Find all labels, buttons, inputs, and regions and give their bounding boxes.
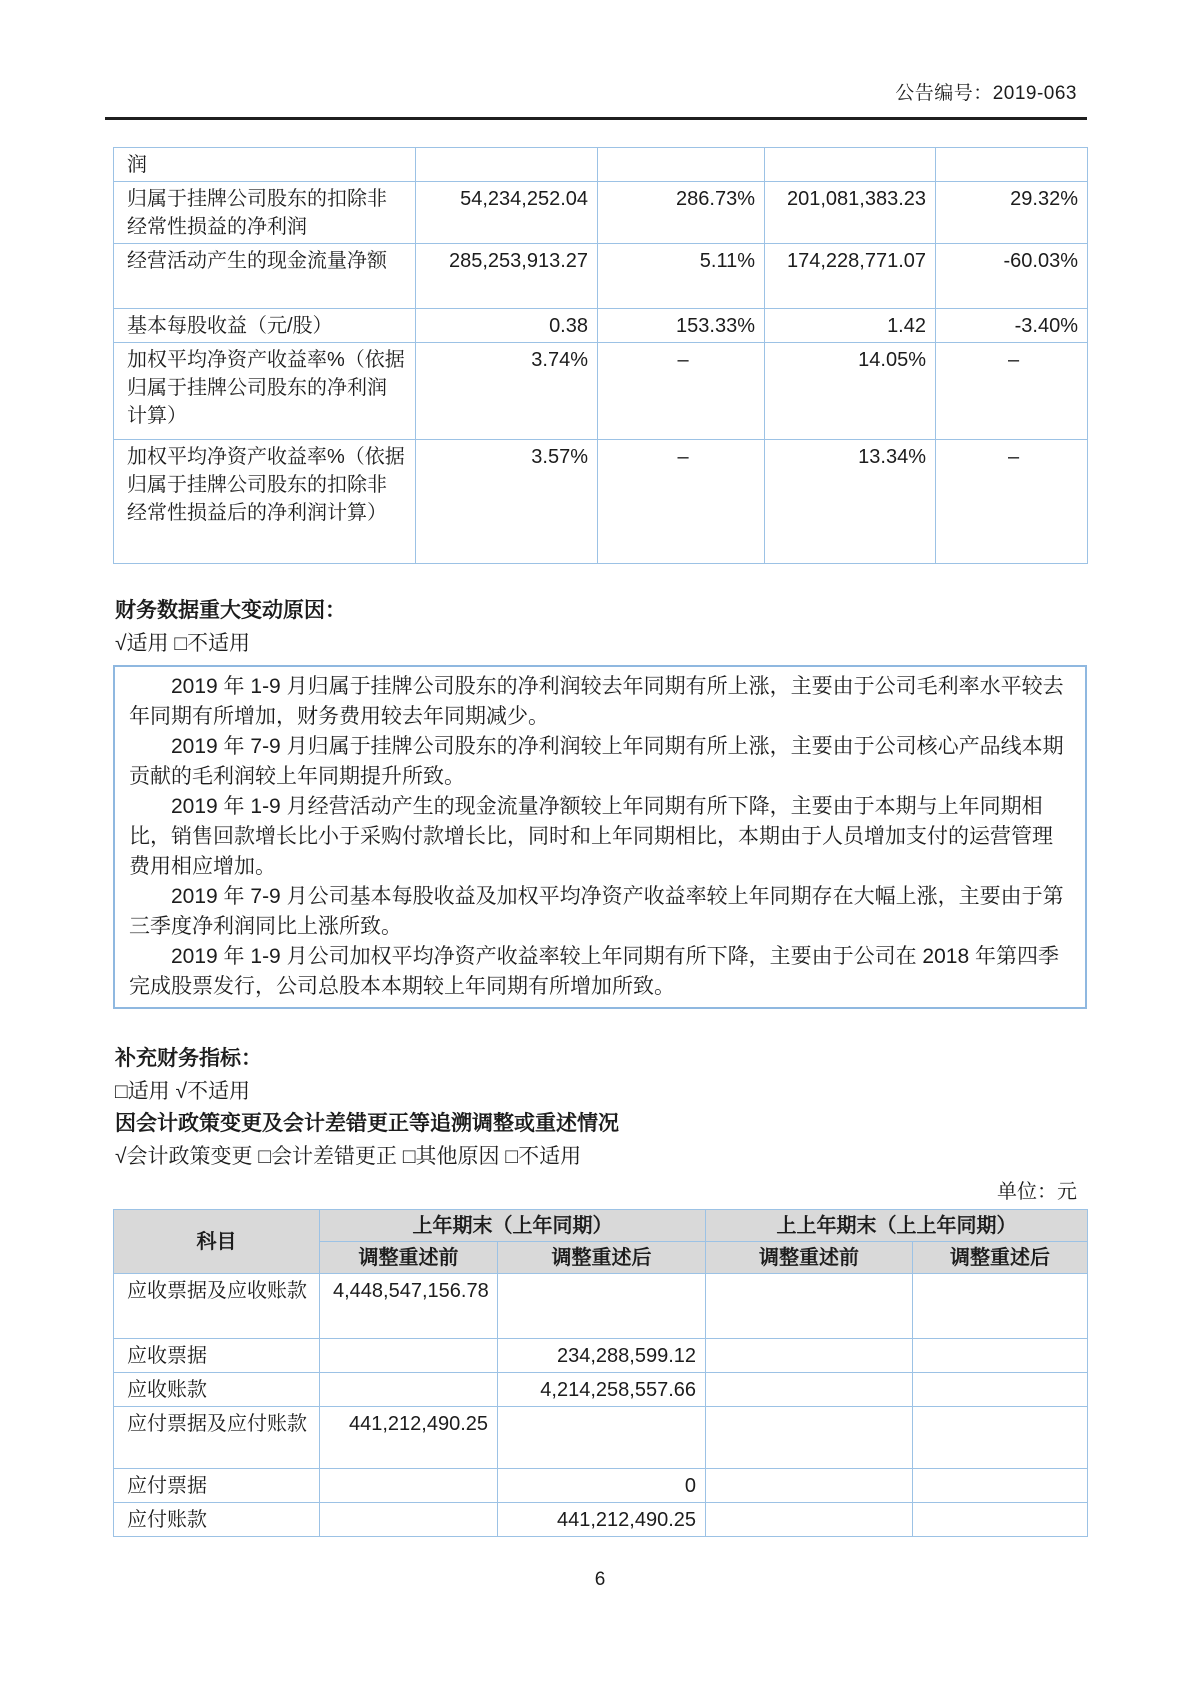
- row-label: 应付账款: [114, 1503, 320, 1537]
- column-header-before-adjust: 调整重述前: [320, 1242, 498, 1274]
- cell-value: [498, 1407, 706, 1469]
- cell-value: 5.11%: [598, 244, 765, 309]
- cell-value: [765, 148, 936, 182]
- cell-value: 14.05%: [765, 343, 936, 440]
- row-label: 润: [114, 148, 416, 182]
- table-row: [114, 244, 1088, 309]
- cell-value: [913, 1339, 1088, 1373]
- cell-value: [320, 1373, 498, 1407]
- cell-value: 54,234,252.04: [416, 182, 598, 244]
- cell-value: 285,253,913.27: [416, 244, 598, 309]
- column-header-after-adjust: 调整重述后: [498, 1242, 706, 1274]
- row-label: 经营活动产生的现金流量净额: [114, 244, 416, 309]
- row-label: 加权平均净资产收益率%（依据归属于挂牌公司股东的净利润计算）: [114, 343, 416, 440]
- row-label: 归属于挂牌公司股东的扣除非经常性损益的净利润: [114, 182, 416, 244]
- column-header-subject: 科目: [114, 1210, 320, 1274]
- cell-value: [706, 1503, 913, 1537]
- column-header-before-adjust: 调整重述前: [706, 1242, 913, 1274]
- note-paragraph: 2019 年 7-9 月公司基本每股收益及加权平均净资产收益率较上年同期存在大幅上涨，主要由于第三季度净利润同比上涨所致。: [129, 885, 1064, 938]
- note-paragraph: 2019 年 7-9 月归属于挂牌公司股东的净利润较上年同期有所上涨，主要由于公司核心产品线本期贡献的毛利润较上年同期提升所致。: [129, 735, 1064, 788]
- table-row: [114, 1274, 1088, 1339]
- note-paragraph: 2019 年 1-9 月公司加权平均净资产收益率较上年同期有所下降，主要由于公司在 2018 年第四季完成股票发行，公司总股本本期较上年同期有所增加所致。: [129, 945, 1059, 998]
- notes-box: [113, 665, 1087, 1009]
- cell-value: [498, 1274, 706, 1339]
- cell-value: 234,288,599.12: [498, 1339, 706, 1373]
- column-group-prior-period: 上年期末（上年同期）: [320, 1210, 706, 1242]
- table-row: [114, 309, 1088, 343]
- cell-value: –: [598, 343, 765, 440]
- restatement-table: [113, 1209, 1088, 1537]
- doc-number: 公告编号：2019-063: [895, 83, 1077, 104]
- cell-value: [913, 1373, 1088, 1407]
- table-row: [114, 440, 1088, 564]
- cell-value: [913, 1503, 1088, 1537]
- section-subheading-restatement: 因会计政策变更及会计差错更正等追溯调整或重述情况: [115, 1112, 619, 1135]
- cell-value: [706, 1339, 913, 1373]
- note-paragraph: 2019 年 1-9 月归属于挂牌公司股东的净利润较去年同期有所上涨，主要由于公司毛利率水平较去年同期有所增加，财务费用较去年同期减少。: [129, 675, 1064, 728]
- cell-value: [706, 1274, 913, 1339]
- cell-value: [598, 148, 765, 182]
- restatement-options-checkline: √会计政策变更 □会计差错更正 □其他原因 □不适用: [115, 1145, 582, 1168]
- cell-value: 1.42: [765, 309, 936, 343]
- cell-value: 0: [498, 1469, 706, 1503]
- row-label: 加权平均净资产收益率%（依据归属于挂牌公司股东的扣除非经常性损益后的净利润计算）: [114, 440, 416, 564]
- key-financials-table: [113, 147, 1088, 564]
- row-label: 基本每股收益（元/股）: [114, 309, 416, 343]
- row-label: 应付票据及应付账款: [114, 1407, 320, 1469]
- cell-value: –: [936, 343, 1088, 440]
- cell-value: [320, 1469, 498, 1503]
- column-group-prior-prior-period: 上上年期末（上上年同期）: [706, 1210, 1088, 1242]
- cell-value: 153.33%: [598, 309, 765, 343]
- cell-value: -60.03%: [936, 244, 1088, 309]
- cell-value: [416, 148, 598, 182]
- applicability-checkline: √适用 □不适用: [115, 632, 251, 655]
- cell-value: 441,212,490.25: [498, 1503, 706, 1537]
- cell-value: 3.74%: [416, 343, 598, 440]
- table-row: [114, 1339, 1088, 1373]
- section-heading-supplementary: 补充财务指标：: [115, 1047, 262, 1070]
- cell-value: –: [598, 440, 765, 564]
- table-row: [114, 148, 1088, 182]
- page-content: [113, 0, 1087, 1591]
- unit-label: 单位：元: [997, 1181, 1077, 1203]
- cell-value: [706, 1407, 913, 1469]
- row-label: 应付票据: [114, 1469, 320, 1503]
- cell-value: 4,448,547,156.78: [320, 1274, 498, 1339]
- page-number: 6: [594, 1569, 606, 1590]
- cell-value: 3.57%: [416, 440, 598, 564]
- table-row: [114, 182, 1088, 244]
- row-label: 应收票据: [114, 1339, 320, 1373]
- header-rule: [105, 117, 1087, 120]
- row-label: 应收票据及应收账款: [114, 1274, 320, 1339]
- cell-value: 286.73%: [598, 182, 765, 244]
- table-row: [114, 343, 1088, 440]
- cell-value: [706, 1373, 913, 1407]
- cell-value: 174,228,771.07: [765, 244, 936, 309]
- applicability-checkline: □适用 √不适用: [115, 1080, 251, 1103]
- note-paragraph: 2019 年 1-9 月经营活动产生的现金流量净额较上年同期有所下降，主要由于本期与上年同期相比，销售回款增长比小于采购付款增长比，同时和上年同期相比，本期由于人员增加支付的运营管理费用相应增加。: [129, 795, 1053, 878]
- cell-value: 201,081,383.23: [765, 182, 936, 244]
- cell-value: 4,214,258,557.66: [498, 1373, 706, 1407]
- table-row: [114, 1503, 1088, 1537]
- table-row: [114, 1373, 1088, 1407]
- cell-value: [913, 1407, 1088, 1469]
- column-header-after-adjust: 调整重述后: [913, 1242, 1088, 1274]
- row-label: 应收账款: [114, 1373, 320, 1407]
- cell-value: 13.34%: [765, 440, 936, 564]
- cell-value: [706, 1469, 913, 1503]
- cell-value: -3.40%: [936, 309, 1088, 343]
- table-row: [114, 1407, 1088, 1469]
- cell-value: 441,212,490.25: [320, 1407, 498, 1469]
- table-header-row: [114, 1210, 1088, 1242]
- table-row: [114, 1469, 1088, 1503]
- cell-value: [936, 148, 1088, 182]
- cell-value: [913, 1274, 1088, 1339]
- cell-value: [320, 1503, 498, 1537]
- cell-value: [320, 1339, 498, 1373]
- cell-value: –: [936, 440, 1088, 564]
- section-heading-financial-changes: 财务数据重大变动原因：: [115, 599, 346, 622]
- cell-value: 29.32%: [936, 182, 1088, 244]
- cell-value: 0.38: [416, 309, 598, 343]
- cell-value: [913, 1469, 1088, 1503]
